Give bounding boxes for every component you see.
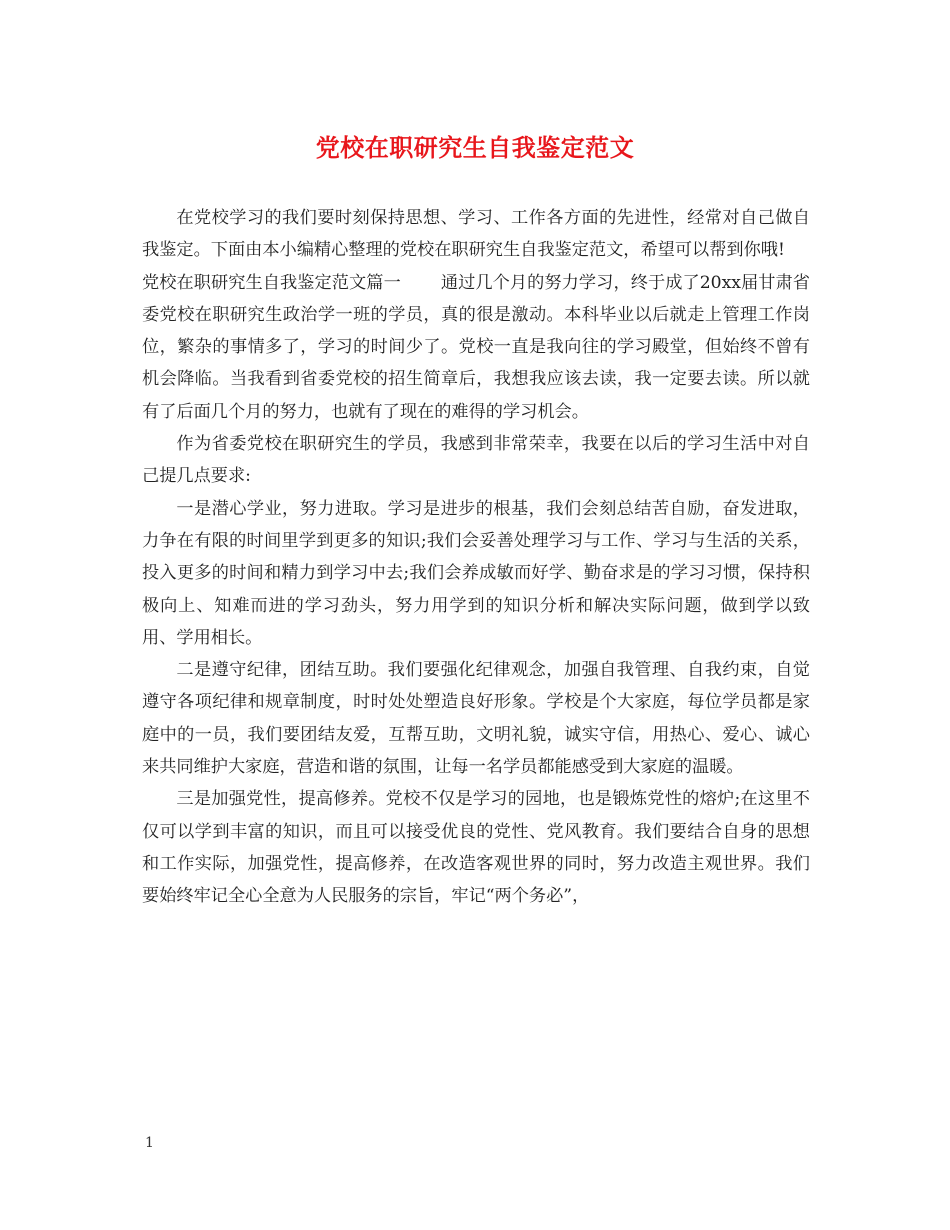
body-paragraph: 一是潜心学业，努力进取。学习是进步的根基，我们会刻总结苦自励，奋发进取，力争在有限的时间里学到更多的知识;我们会妥善处理学习与工作、学习与生活的关系，投入更多的时间和精力到学习中去;我们会养成敏而好学、勤奋求是的学习习惯，保持积极向上、知难而进的学习劲头，努力用学到的知识分析和解决实际问题，做到学以致用、学用相长。	[142, 498, 810, 648]
body-paragraph: 三是加强党性，提高修养。党校不仅是学习的园地，也是锻炼党性的熔炉;在这里不仅可以学到丰富的知识，而且可以接受优良的党性、党风教育。我们要结合自身的思想和工作实际，加强党性，提高修养，在改造客观世界的同时，努力改造主观世界。我们要始终牢记全心全意为人民服务的宗旨，牢记“两个务必”，	[142, 789, 810, 907]
document-body	[142, 202, 810, 913]
body-paragraph: 作为省委党校在职研究生的学员，我感到非常荣幸，我要在以后的学习生活中对自己提几点要求:	[142, 434, 810, 487]
section-heading: 党校在职研究生自我鉴定范文篇一	[142, 272, 401, 293]
body-paragraph: 二是遵守纪律，团结互助。我们要强化纪律观念，加强自我管理、自我约束，自觉遵守各项纪律和规章制度，时时处处塑造良好形象。学校是个大家庭，每位学员都是家庭中的一员，我们要团结友爱，互帮互助，文明礼貌，诚实守信，用热心、爱心、诚心来共同维护大家庭，营造和谐的氛围，让每一名学员都能感受到大家庭的温暖。	[142, 660, 810, 778]
document-title: 党校在职研究生自我鉴定范文	[315, 133, 635, 162]
intro-paragraph: 在党校学习的我们要时刻保持思想、学习、工作各方面的先进性，经常对自己做自我鉴定。下面由本小编精心整理的党校在职研究生自我鉴定范文，希望可以帮到你哦!	[142, 208, 810, 261]
section-first-text: 通过几个月的努力学习，终于成了20xx届甘肃省委党校在职研究生政治学一班的学员，真的很是激动。本科毕业以后就走上管理工作岗位，繁杂的事情多了，学习的时间少了。党校一直是我向往的学习殿堂，但始终不曾有机会降临。当我看到省委党校的招生简章后，我想我应该去读，我一定要去读。所以就有了后面几个月的努力，也就有了现在的难得的学习机会。	[142, 272, 810, 422]
page-number: 1	[145, 1135, 154, 1151]
section-first-paragraph	[142, 267, 810, 428]
